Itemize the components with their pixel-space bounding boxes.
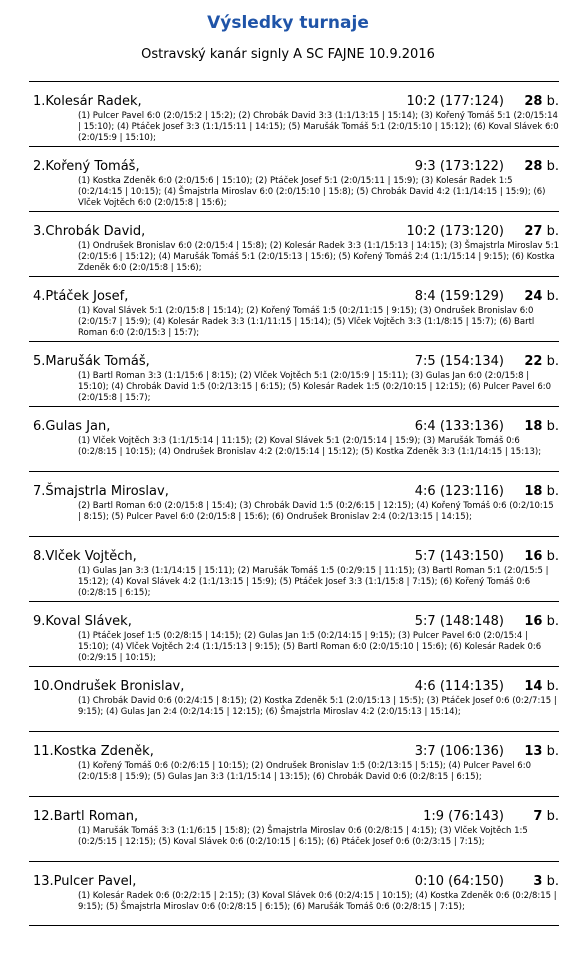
score: 10:2 (173:120) [406, 224, 504, 239]
result-row [29, 666, 559, 731]
points [524, 158, 559, 176]
result-row [29, 796, 559, 861]
points-unit: b. [546, 159, 559, 174]
points [524, 93, 559, 111]
points-value: 28 [524, 94, 543, 109]
points-value: 7 [533, 809, 543, 824]
points-unit: b. [546, 354, 559, 369]
points-value: 18 [524, 484, 543, 499]
match-details: (1) Kořený Tomáš 0:6 (0:2/6:15 | 10:15); (2) Ondrušek Bronislav 1:5 (0:2/13:15 | 5:15); (4) Pulcer Pavel 6:0 (2:0/15:8 | 15:9); (5) Gulas Jan 3:3 (1:1/15:14 | 13:15); (6) Chrobák David 0:6 (0:2/8:15 | 6:15); [78, 761, 531, 782]
match-details: (1) Pulcer Pavel 6:0 (2:0/15:2 | 15:2); (2) Chrobák David 3:3 (1:1/13:15 | 15:14); (3) Kořený Tomáš 5:1 (2:0/15:14 | 15:10); (4) Ptáček Josef 3:3 (1:1/15:11 | 14:15); (5) Marušák Tomáš 5:1 (2:0/15:10 | 15:12); (6) Koval Slávek 6:0 (2:0/15:9 | 15:10); [78, 111, 559, 143]
result-row [29, 211, 559, 276]
match-details: (1) Bartl Roman 3:3 (1:1/15:6 | 8:15); (2) Vlček Vojtěch 5:1 (2:0/15:9 | 15:11); (3) Gulas Jan 6:0 (2:0/15:8 | 15:10); (4) Chrobák David 1:5 (0:2/13:15 | 6:15); (5) Kolesár Radek 1:5 (0:2/10:15 | 12:15); (6) Pulcer Pavel 6:0 (2:0/15:8 | 15:7); [78, 371, 551, 403]
match-details: (1) Ondrušek Bronislav 6:0 (2:0/15:4 | 15:8); (2) Kolesár Radek 3:3 (1:1/15:13 | 14:15); (3) Šmajstrla Miroslav 5:1 (2:0/15:6 | 15:12); (4) Marušák Tomáš 5:1 (2:0/15:13 | 15:6); (5) Kořený Tomáš 2:4 (1:1/15:14 | 9:15); (6) Kostka Zdeněk 6:0 (2:0/15:8 | 15:6); [78, 241, 559, 273]
points [524, 483, 559, 501]
points [524, 223, 559, 241]
match-details: (1) Ptáček Josef 1:5 (0:2/8:15 | 14:15); (2) Gulas Jan 1:5 (0:2/14:15 | 9:15); (3) Pulcer Pavel 6:0 (2:0/15:4 | 15:10); (4) Vlček Vojtěch 2:4 (1:1/15:13 | 9:15); (5) Bartl Roman 6:0 (2:0/15:10 | 15:6); (6) Kolesár Radek 0:6 (0:2/9:15 | 10:15); [78, 631, 542, 663]
points-unit: b. [546, 484, 559, 499]
match-details: (1) Marušák Tomáš 3:3 (1:1/6:15 | 15:8); (2) Šmajstrla Miroslav 0:6 (0:2/8:15 | 4:15); (3) Vlček Vojtěch 1:5 (0:2/5:15 | 12:15); (5) Koval Slávek 0:6 (0:2/10:15 | 6:15); (6) Ptáček Josef 0:6 (0:2/3:15 | 7:15); [78, 826, 528, 847]
match-details: (1) Kolesár Radek 0:6 (0:2/2:15 | 2:15); (3) Koval Slávek 0:6 (0:2/4:15 | 10:15); (4) Kostka Zdeněk 0:6 (0:2/8:15 | 9:15); (5) Šmajstrla Miroslav 0:6 (0:2/8:15 | 6:15); (6) Marušák Tomáš 0:6 (0:2/8:15 | 7:15); [78, 891, 557, 912]
points [524, 678, 559, 696]
points [524, 418, 559, 436]
points [524, 353, 559, 371]
score: 9:3 (173:122) [414, 159, 504, 174]
points-value: 14 [524, 679, 543, 694]
score: 3:7 (106:136) [414, 744, 504, 759]
score: 5:7 (143:150) [414, 549, 504, 564]
player-name: 4.Ptáček Josef, [33, 289, 129, 304]
result-row [29, 536, 559, 601]
result-row [29, 731, 559, 796]
points-value: 28 [524, 159, 543, 174]
points-value: 22 [524, 354, 543, 369]
points-unit: b. [546, 549, 559, 564]
points-value: 24 [524, 289, 543, 304]
result-row [29, 341, 559, 406]
page-title: Výsledky turnaje [207, 13, 369, 33]
points-value: 16 [524, 549, 543, 564]
points-unit: b. [546, 744, 559, 759]
score: 1:9 (76:143) [423, 809, 504, 824]
points [524, 613, 559, 631]
player-name: 11.Kostka Zdeněk, [33, 744, 154, 759]
points [533, 808, 559, 826]
score: 5:7 (148:148) [414, 614, 504, 629]
match-details: (2) Bartl Roman 6:0 (2:0/15:8 | 15:4); (3) Chrobák David 1:5 (0:2/6:15 | 12:15); (4) Kořený Tomáš 0:6 (0:2/10:15 | 8:15); (5) Pulcer Pavel 6:0 (2:0/15:8 | 15:6); (6) Ondrušek Bronislav 2:4 (0:2/13:15 | 14:15); [78, 501, 554, 522]
match-details: (1) Kostka Zdeněk 6:0 (2:0/15:6 | 15:10); (2) Ptáček Josef 5:1 (2:0/15:11 | 15:9); (3) Kolesár Radek 1:5 (0:2/14:15 | 10:15); (4) Šmajstrla Miroslav 6:0 (2:0/15:10 | 15:8); (5) Chrobák David 4:2 (1:1/14:15 | 15:9); (6) Vlček Vojtěch 6:0 (2:0/15:8 | 15:6); [78, 176, 546, 208]
points-unit: b. [546, 224, 559, 239]
player-name: 10.Ondrušek Bronislav, [33, 679, 185, 694]
points-value: 18 [524, 419, 543, 434]
result-row [29, 861, 559, 926]
player-name: 9.Koval Slávek, [33, 614, 132, 629]
points-unit: b. [546, 614, 559, 629]
match-details: (1) Gulas Jan 3:3 (1:1/14:15 | 15:11); (2) Marušák Tomáš 1:5 (0:2/9:15 | 11:15); (3) Bartl Roman 5:1 (2:0/15:5 | 15:12); (4) Koval Slávek 4:2 (1:1/13:15 | 15:9); (5) Ptáček Josef 3:3 (1:1/15:8 | 7:15); (6) Kořený Tomáš 0:6 (0:2/8:15 | 6:15); [78, 566, 549, 598]
results-list [29, 81, 559, 926]
points [524, 548, 559, 566]
result-row [29, 601, 559, 666]
result-row [29, 276, 559, 341]
player-name: 2.Kořený Tomáš, [33, 159, 140, 174]
match-details: (1) Chrobák David 0:6 (0:2/4:15 | 8:15); (2) Kostka Zdeněk 5:1 (2:0/15:13 | 15:5); (3) Ptáček Josef 0:6 (0:2/7:15 | 9:15); (4) Gulas Jan 2:4 (0:2/14:15 | 12:15); (6) Šmajstrla Miroslav 4:2 (2:0/15:13 | 15:14); [78, 696, 557, 717]
points-value: 3 [533, 874, 543, 889]
match-details: (1) Koval Slávek 5:1 (2:0/15:8 | 15:14); (2) Kořený Tomáš 1:5 (0:2/11:15 | 9:15); (3) Ondrušek Bronislav 6:0 (2:0/15:7 | 15:9); (4) Kolesár Radek 3:3 (1:1/11:15 | 15:14); (5) Vlček Vojtěch 3:3 (1:1/8:15 | 15:7); (6) Bartl Roman 6:0 (2:0/15:3 | 15:7); [78, 306, 535, 338]
score: 6:4 (133:136) [414, 419, 504, 434]
points [533, 873, 559, 891]
player-name: 6.Gulas Jan, [33, 419, 111, 434]
points-unit: b. [546, 874, 559, 889]
points-unit: b. [546, 94, 559, 109]
points-unit: b. [546, 679, 559, 694]
points-unit: b. [546, 419, 559, 434]
score: 0:10 (64:150) [414, 874, 504, 889]
player-name: 7.Šmajstrla Miroslav, [33, 484, 169, 499]
player-name: 5.Marušák Tomáš, [33, 354, 150, 369]
points-unit: b. [546, 289, 559, 304]
tournament-subtitle: Ostravský kanár signly A SC FAJNE 10.9.2016 [141, 47, 435, 62]
points-value: 16 [524, 614, 543, 629]
points-value: 27 [524, 224, 543, 239]
score: 7:5 (154:134) [414, 354, 504, 369]
score: 4:6 (114:135) [414, 679, 504, 694]
points [524, 288, 559, 306]
player-name: 3.Chrobák David, [33, 224, 146, 239]
result-row [29, 471, 559, 536]
player-name: 1.Kolesár Radek, [33, 94, 142, 109]
score: 8:4 (159:129) [414, 289, 504, 304]
player-name: 8.Vlček Vojtěch, [33, 549, 137, 564]
player-name: 13.Pulcer Pavel, [33, 874, 137, 889]
result-row [29, 406, 559, 471]
score: 10:2 (177:124) [406, 94, 504, 109]
result-row [29, 81, 559, 146]
match-details: (1) Vlček Vojtěch 3:3 (1:1/15:14 | 11:15); (2) Koval Slávek 5:1 (2:0/15:14 | 15:9); (3) Marušák Tomáš 0:6 (0:2/8:15 | 10:15); (4) Ondrušek Bronislav 4:2 (2:0/15:14 | 15:12); (5) Kostka Zdeněk 3:3 (1:1/14:15 | 15:13); [78, 436, 542, 457]
points [524, 743, 559, 761]
points-unit: b. [546, 809, 559, 824]
points-value: 13 [524, 744, 543, 759]
result-row [29, 146, 559, 211]
player-name: 12.Bartl Roman, [33, 809, 139, 824]
score: 4:6 (123:116) [414, 484, 504, 499]
